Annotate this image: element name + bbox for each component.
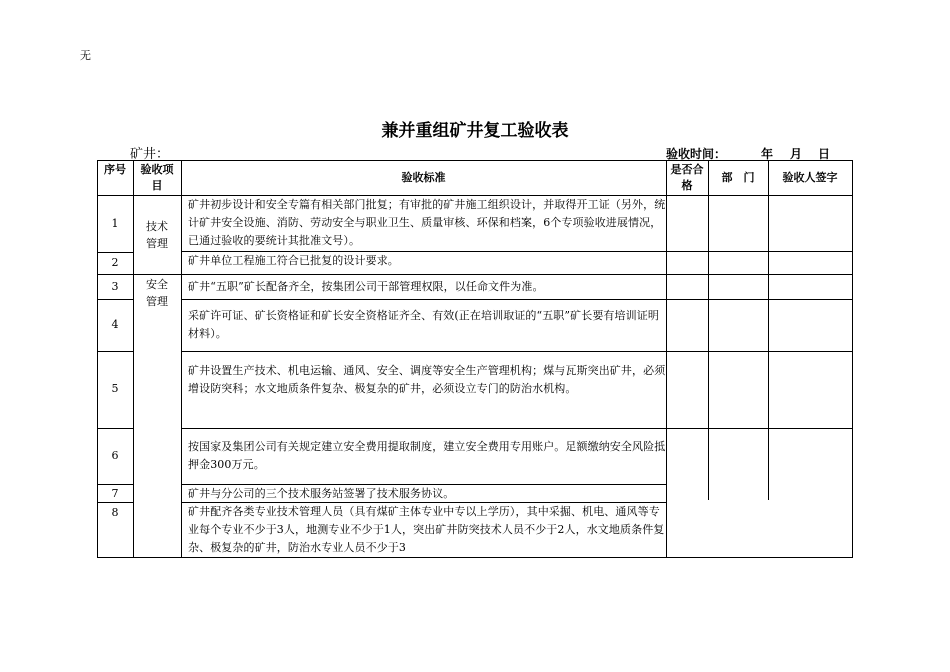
row-divider [97, 274, 853, 275]
row-divider [181, 428, 853, 429]
standard-text: 矿井“五职”矿长配备齐全，按集团公司干部管理权限，以任命文件为准。 [188, 280, 544, 293]
year-label: 年 [761, 147, 774, 161]
table-border-bottom [97, 557, 853, 558]
month-label: 月 [790, 147, 803, 161]
row-divider [97, 299, 133, 300]
row-divider [97, 428, 133, 429]
table-border-top [97, 160, 853, 161]
row-number: 2 [111, 256, 119, 269]
header-standard: 验收标准 [401, 171, 446, 184]
header-qualified: 是否合格 [670, 163, 704, 192]
row-number: 1 [111, 217, 119, 230]
row-divider [181, 299, 853, 300]
column-divider [181, 160, 182, 558]
standard-text: 按国家及集团公司有关规定建立安全费用提取制度，建立安全费用专用账户。足额缴纳安全风险抵押金300万元。 [188, 440, 666, 471]
row-divider [97, 351, 133, 352]
header-item: 验收项目 [140, 163, 174, 192]
row-number: 3 [111, 280, 119, 293]
column-divider [768, 160, 769, 500]
standard-text: 采矿许可证、矿长资格证和矿长安全资格证齐全、有效(正在培训取证的“五职”矿长要有培训证明材料）。 [188, 309, 659, 340]
mine-name-label: 矿井： [130, 147, 170, 162]
row-number: 6 [111, 449, 119, 462]
standard-text: 矿井配齐各类专业技术管理人员（具有煤矿主体专业中专以上学历），其中采掘、机电、通风等专业每个专业不少于3人，地测专业不少于1人，突出矿井防突技术人员不少于2人，水文地质条件复杂、极复杂的矿井，防治水专业人员不少于3 [188, 505, 665, 554]
header-signer: 验收人签字 [782, 171, 838, 184]
standard-text: 矿井单位工程施工符合已批复的设计要求。 [188, 254, 399, 267]
day-label: 日 [818, 147, 831, 161]
page-title: 兼并重组矿井复工验收表 [381, 121, 569, 141]
standard-text: 矿井设置生产技术、机电运输、通风、安全、调度等安全生产管理机构；煤与瓦斯突出矿井，必须增设防突科；水文地质条件复杂、极复杂的矿井，必须设立专门的防治水机构。 [188, 364, 666, 395]
row-divider [97, 502, 133, 503]
table-border-right [852, 160, 853, 558]
acceptance-time-label: 验收时间： [666, 147, 727, 161]
corner-mark: 无 [80, 49, 91, 62]
row-number: 8 [111, 506, 119, 519]
standard-text: 矿井与分公司的三个技术服务站签署了技术服务协议。 [188, 487, 455, 500]
row-divider [97, 484, 133, 485]
standard-text: 矿井初步设计和安全专篇有相关部门批复；有审批的矿井施工组织设计，并取得开工证（另外，统计矿井安全设施、消防、劳动安全与职业卫生、质量审核、环保和档案，6个专项验收进展情况，已通过验收的要统计其批准文号）。 [188, 198, 666, 247]
row-number: 4 [111, 318, 119, 331]
row-number: 5 [111, 382, 119, 395]
row-number: 7 [111, 487, 119, 500]
column-divider [708, 160, 709, 500]
row-divider [181, 351, 853, 352]
header-department: 部 门 [721, 171, 755, 184]
row-divider [97, 252, 133, 253]
category-tech: 技术管理 [146, 220, 168, 250]
header-seq: 序号 [104, 163, 126, 176]
category-safety: 安全管理 [146, 278, 168, 308]
